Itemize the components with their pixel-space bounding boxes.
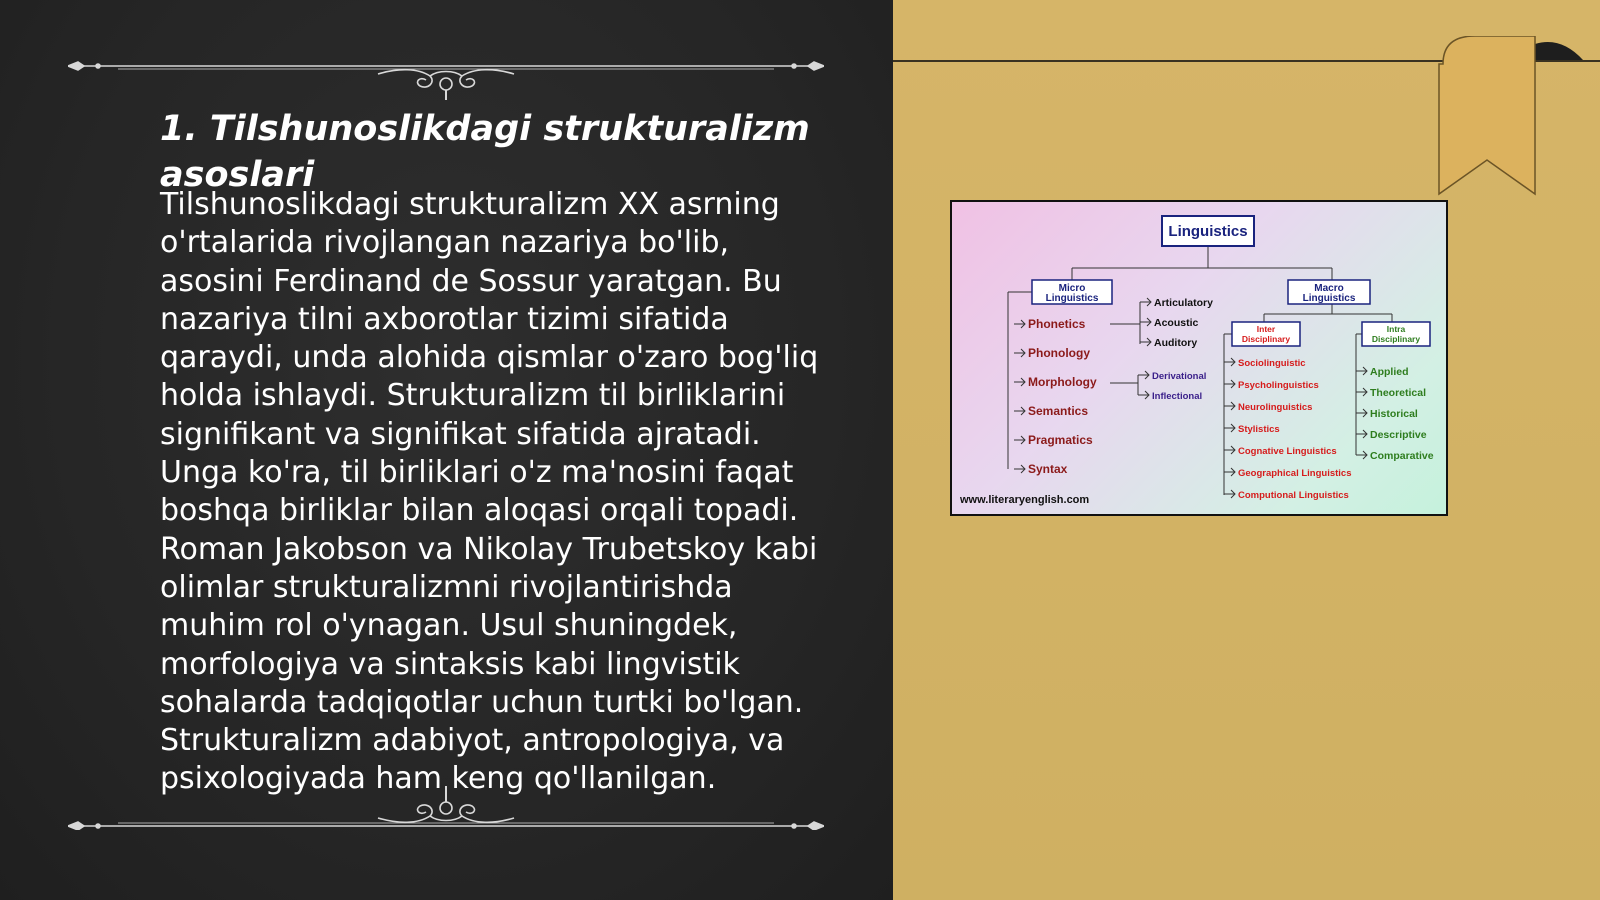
micro-branch-4: Pragmatics bbox=[1028, 433, 1093, 447]
inter-item-1-arrow-icon bbox=[1224, 380, 1235, 388]
inter-item-3-arrow-icon bbox=[1224, 424, 1235, 432]
micro-label-2: Linguistics bbox=[1045, 293, 1099, 304]
inter-item-4-arrow-icon bbox=[1224, 446, 1235, 454]
intra-label-1: Intra bbox=[1386, 324, 1406, 334]
phonetics-sub-1-arrow-icon bbox=[1140, 318, 1151, 326]
micro-label-1: Micro bbox=[1058, 283, 1086, 294]
micro-branch-1-arrow-icon bbox=[1014, 349, 1025, 357]
slide-title: 1. Tilshunoslikdagi strukturalizm asoslari bbox=[160, 109, 810, 195]
morphology-sub-0-arrow-icon bbox=[1138, 371, 1149, 379]
inter-item-2-arrow-icon bbox=[1224, 402, 1235, 410]
phonetics-sub-0: Articulatory bbox=[1154, 297, 1213, 309]
intra-item-1-arrow-icon bbox=[1356, 388, 1367, 396]
micro-branch-1: Phonology bbox=[1028, 346, 1090, 360]
inter-label-2: Disciplinary bbox=[1241, 334, 1291, 344]
micro-branch-4-arrow-icon bbox=[1014, 436, 1025, 444]
diagram-source: www.literaryenglish.com bbox=[960, 494, 1090, 506]
linguistics-diagram bbox=[950, 200, 1448, 516]
inter-label-1: Inter bbox=[1256, 324, 1276, 334]
intra-item-0: Applied bbox=[1370, 366, 1409, 378]
phonetics-sub-0-arrow-icon bbox=[1140, 298, 1151, 306]
micro-branch-5-arrow-icon bbox=[1014, 465, 1025, 473]
morphology-sub-1: Inflectional bbox=[1152, 391, 1203, 402]
morphology-sub-0: Derivational bbox=[1152, 371, 1207, 382]
macro-label-2: Linguistics bbox=[1302, 293, 1356, 304]
inter-item-5: Geographical Linguistics bbox=[1238, 468, 1352, 479]
intra-item-4: Comparative bbox=[1370, 450, 1434, 462]
inter-item-3: Stylistics bbox=[1238, 424, 1280, 435]
intra-item-3: Descriptive bbox=[1370, 429, 1427, 441]
micro-branch-2-arrow-icon bbox=[1014, 378, 1025, 386]
intra-item-4-arrow-icon bbox=[1356, 451, 1367, 459]
morphology-sub-1-arrow-icon bbox=[1138, 391, 1149, 399]
macro-label-1: Macro bbox=[1314, 283, 1344, 294]
inter-item-5-arrow-icon bbox=[1224, 468, 1235, 476]
slide-body-text: Tilshunoslikdagi strukturalizm XX asrning o'rtalarida rivojlangan nazariya bo'lib, asosini Ferdinand de Sossur yaratgan. Bu nazariya tilni axborotlar tizimi sifatida qaraydi, unda alohida qismlar o'zaro bog'liq holda ishlaydi. Strukturalizm til birliklarini signifikant va signifikat sifatida ajratadi. Unga ko'ra, til birliklari o'z ma'nosini faqat boshqa birliklar bilan aloqasi orqali topadi. Roman Jakobson va Nikolay Trubetskoy kabi olimlar strukturalizmni rivojlantirishda muhim rol o'ynagan. Usul shuningdek, morfologiya va sintaksis kabi lingvistik sohalarda tadqiqotlar uchun turtki bo'lgan. Strukturalizm adabiyot, antropologiya, va psixologiyada ham keng qo'llanilgan. bbox=[160, 187, 819, 797]
inter-item-1: Psycholinguistics bbox=[1238, 380, 1319, 391]
inter-item-0: Sociolinguistic bbox=[1238, 358, 1306, 369]
top-ornament-divider bbox=[68, 40, 824, 100]
inter-item-6-arrow-icon bbox=[1224, 490, 1235, 498]
intra-item-1: Theoretical bbox=[1370, 387, 1427, 399]
inter-item-4: Cognative Linguistics bbox=[1238, 446, 1337, 457]
phonetics-sub-2-arrow-icon bbox=[1140, 338, 1151, 346]
inter-item-0-arrow-icon bbox=[1224, 358, 1235, 366]
intra-label-2: Disciplinary bbox=[1371, 334, 1421, 344]
micro-branch-0: Phonetics bbox=[1028, 317, 1086, 331]
micro-branch-0-arrow-icon bbox=[1014, 320, 1025, 328]
inter-item-6: Computional Linguistics bbox=[1238, 490, 1349, 501]
inter-item-2: Neurolinguistics bbox=[1238, 402, 1313, 413]
micro-branch-2: Morphology bbox=[1028, 375, 1097, 389]
phonetics-sub-1: Acoustic bbox=[1154, 317, 1199, 329]
bookmark-ribbon-icon bbox=[1435, 36, 1585, 201]
intra-item-2-arrow-icon bbox=[1356, 409, 1367, 417]
micro-branch-3: Semantics bbox=[1028, 404, 1089, 418]
intra-item-3-arrow-icon bbox=[1356, 430, 1367, 438]
micro-branch-5: Syntax bbox=[1028, 462, 1068, 476]
phonetics-sub-2: Auditory bbox=[1154, 337, 1198, 349]
diagram-root: Linguistics bbox=[1168, 223, 1248, 240]
intra-item-0-arrow-icon bbox=[1356, 367, 1367, 375]
micro-branch-3-arrow-icon bbox=[1014, 407, 1025, 415]
intra-item-2: Historical bbox=[1370, 408, 1418, 420]
